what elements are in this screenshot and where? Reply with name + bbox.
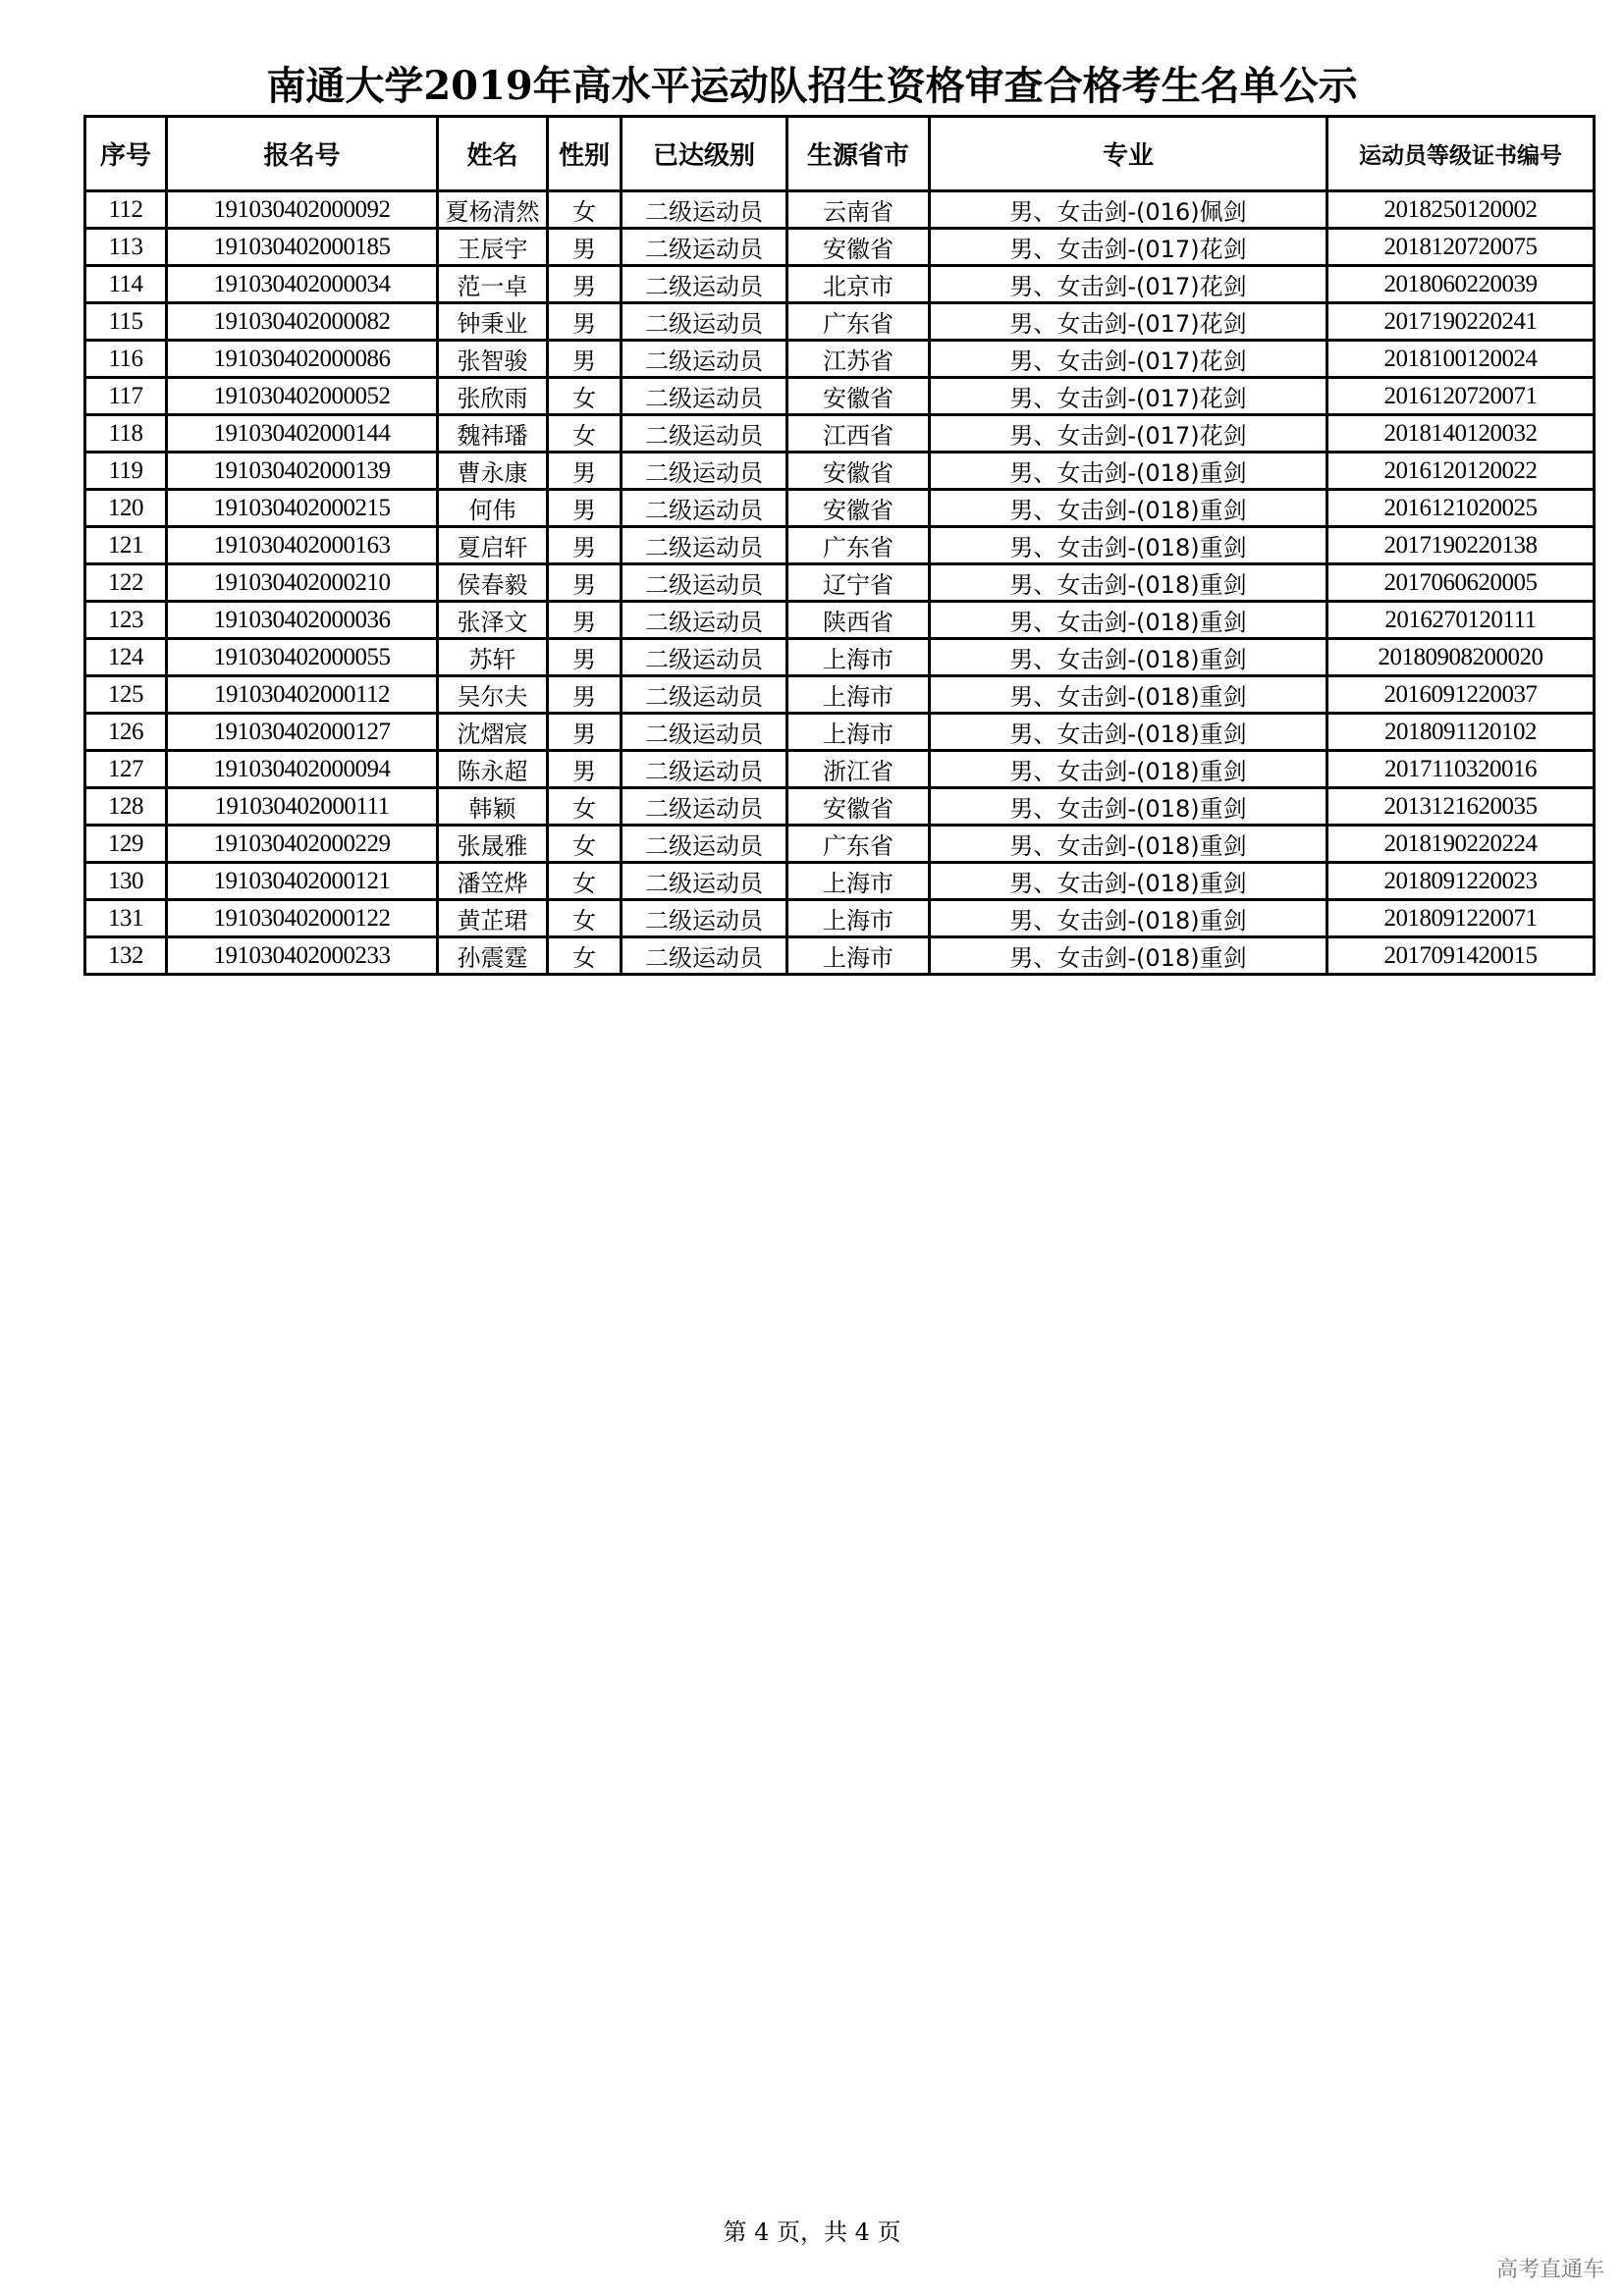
cell-registration-number: 191030402000233 xyxy=(167,937,438,975)
cell-serial-number: 126 xyxy=(85,714,167,751)
cell-name: 王辰宇 xyxy=(438,229,548,266)
table-row xyxy=(85,900,1595,937)
cell-major: 男、女击剑-(018)重剑 xyxy=(930,564,1327,602)
cell-certificate-number: 2017091420015 xyxy=(1327,937,1595,975)
cell-level-achieved: 二级运动员 xyxy=(622,229,787,266)
cell-name: 夏启轩 xyxy=(438,527,548,564)
table-row xyxy=(85,341,1595,378)
cell-major: 男、女击剑-(018)重剑 xyxy=(930,527,1327,564)
cell-registration-number: 191030402000185 xyxy=(167,229,438,266)
table-row xyxy=(85,863,1595,900)
cell-province: 北京市 xyxy=(787,266,930,303)
cell-registration-number: 191030402000036 xyxy=(167,602,438,639)
cell-name: 苏轩 xyxy=(438,639,548,676)
cell-serial-number: 129 xyxy=(85,826,167,863)
cell-serial-number: 125 xyxy=(85,676,167,714)
header-major: 专业 xyxy=(930,117,1327,191)
cell-gender: 男 xyxy=(548,602,622,639)
cell-province: 安徽省 xyxy=(787,453,930,490)
cell-province: 广东省 xyxy=(787,527,930,564)
cell-name: 张欣雨 xyxy=(438,378,548,415)
cell-registration-number: 191030402000210 xyxy=(167,564,438,602)
cell-gender: 男 xyxy=(548,303,622,341)
cell-level-achieved: 二级运动员 xyxy=(622,453,787,490)
cell-serial-number: 114 xyxy=(85,266,167,303)
cell-registration-number: 191030402000163 xyxy=(167,527,438,564)
cell-certificate-number: 2017110320016 xyxy=(1327,751,1595,788)
cell-gender: 女 xyxy=(548,788,622,826)
cell-name: 钟秉业 xyxy=(438,303,548,341)
cell-gender: 男 xyxy=(548,490,622,527)
cell-level-achieved: 二级运动员 xyxy=(622,602,787,639)
cell-name: 韩颖 xyxy=(438,788,548,826)
header-certificate-number: 运动员等级证书编号 xyxy=(1327,117,1595,191)
cell-province: 上海市 xyxy=(787,639,930,676)
cell-level-achieved: 二级运动员 xyxy=(622,341,787,378)
cell-certificate-number: 2018100120024 xyxy=(1327,341,1595,378)
cell-certificate-number: 2018060220039 xyxy=(1327,266,1595,303)
cell-serial-number: 132 xyxy=(85,937,167,975)
cell-province: 广东省 xyxy=(787,303,930,341)
cell-name: 张晟雅 xyxy=(438,826,548,863)
cell-major: 男、女击剑-(017)花剑 xyxy=(930,266,1327,303)
table-row xyxy=(85,714,1595,751)
cell-name: 夏杨清然 xyxy=(438,191,548,229)
cell-major: 男、女击剑-(017)花剑 xyxy=(930,341,1327,378)
cell-level-achieved: 二级运动员 xyxy=(622,378,787,415)
table-row xyxy=(85,490,1595,527)
cell-major: 男、女击剑-(018)重剑 xyxy=(930,826,1327,863)
cell-major: 男、女击剑-(018)重剑 xyxy=(930,490,1327,527)
cell-registration-number: 191030402000086 xyxy=(167,341,438,378)
cell-name: 孙震霆 xyxy=(438,937,548,975)
cell-level-achieved: 二级运动员 xyxy=(622,676,787,714)
cell-serial-number: 131 xyxy=(85,900,167,937)
cell-name: 何伟 xyxy=(438,490,548,527)
table-row xyxy=(85,826,1595,863)
cell-certificate-number: 2018091120102 xyxy=(1327,714,1595,751)
cell-registration-number: 191030402000122 xyxy=(167,900,438,937)
cell-level-achieved: 二级运动员 xyxy=(622,564,787,602)
table-row xyxy=(85,639,1595,676)
cell-province: 上海市 xyxy=(787,900,930,937)
cell-major: 男、女击剑-(018)重剑 xyxy=(930,937,1327,975)
table-row xyxy=(85,229,1595,266)
cell-certificate-number: 2018120720075 xyxy=(1327,229,1595,266)
table-row xyxy=(85,266,1595,303)
cell-serial-number: 121 xyxy=(85,527,167,564)
cell-gender: 女 xyxy=(548,826,622,863)
cell-level-achieved: 二级运动员 xyxy=(622,714,787,751)
cell-major: 男、女击剑-(018)重剑 xyxy=(930,900,1327,937)
cell-province: 广东省 xyxy=(787,826,930,863)
cell-province: 安徽省 xyxy=(787,788,930,826)
cell-level-achieved: 二级运动员 xyxy=(622,191,787,229)
cell-gender: 男 xyxy=(548,266,622,303)
cell-name: 曹永康 xyxy=(438,453,548,490)
cell-gender: 男 xyxy=(548,714,622,751)
cell-registration-number: 191030402000055 xyxy=(167,639,438,676)
cell-level-achieved: 二级运动员 xyxy=(622,900,787,937)
table-row xyxy=(85,453,1595,490)
cell-level-achieved: 二级运动员 xyxy=(622,751,787,788)
cell-serial-number: 118 xyxy=(85,415,167,453)
cell-gender: 男 xyxy=(548,229,622,266)
cell-certificate-number: 2018190220224 xyxy=(1327,826,1595,863)
cell-name: 沈熠宸 xyxy=(438,714,548,751)
cell-serial-number: 112 xyxy=(85,191,167,229)
cell-certificate-number: 2017190220138 xyxy=(1327,527,1595,564)
cell-name: 范一卓 xyxy=(438,266,548,303)
table-row xyxy=(85,676,1595,714)
cell-registration-number: 191030402000034 xyxy=(167,266,438,303)
header-serial-number: 序号 xyxy=(85,117,167,191)
cell-registration-number: 191030402000112 xyxy=(167,676,438,714)
header-name: 姓名 xyxy=(438,117,548,191)
table-row xyxy=(85,602,1595,639)
cell-serial-number: 124 xyxy=(85,639,167,676)
cell-certificate-number: 2016120720071 xyxy=(1327,378,1595,415)
cell-gender: 男 xyxy=(548,564,622,602)
cell-level-achieved: 二级运动员 xyxy=(622,527,787,564)
cell-registration-number: 191030402000229 xyxy=(167,826,438,863)
cell-registration-number: 191030402000082 xyxy=(167,303,438,341)
cell-level-achieved: 二级运动员 xyxy=(622,639,787,676)
cell-certificate-number: 2018250120002 xyxy=(1327,191,1595,229)
cell-major: 男、女击剑-(018)重剑 xyxy=(930,602,1327,639)
cell-province: 上海市 xyxy=(787,714,930,751)
cell-province: 云南省 xyxy=(787,191,930,229)
cell-certificate-number: 20180908200020 xyxy=(1327,639,1595,676)
cell-name: 吴尔夫 xyxy=(438,676,548,714)
cell-level-achieved: 二级运动员 xyxy=(622,303,787,341)
header-registration-number: 报名号 xyxy=(167,117,438,191)
cell-province: 陕西省 xyxy=(787,602,930,639)
table-row xyxy=(85,191,1595,229)
cell-certificate-number: 2017190220241 xyxy=(1327,303,1595,341)
cell-gender: 男 xyxy=(548,676,622,714)
cell-gender: 女 xyxy=(548,937,622,975)
cell-certificate-number: 2017060620005 xyxy=(1327,564,1595,602)
cell-certificate-number: 2013121620035 xyxy=(1327,788,1595,826)
table-row xyxy=(85,788,1595,826)
cell-gender: 女 xyxy=(548,378,622,415)
cell-name: 黄芷珺 xyxy=(438,900,548,937)
cell-gender: 男 xyxy=(548,639,622,676)
cell-province: 安徽省 xyxy=(787,229,930,266)
cell-name: 陈永超 xyxy=(438,751,548,788)
cell-province: 安徽省 xyxy=(787,378,930,415)
cell-serial-number: 119 xyxy=(85,453,167,490)
cell-gender: 男 xyxy=(548,453,622,490)
cell-major: 男、女击剑-(018)重剑 xyxy=(930,676,1327,714)
cell-gender: 女 xyxy=(548,900,622,937)
cell-gender: 女 xyxy=(548,415,622,453)
cell-name: 潘笠烨 xyxy=(438,863,548,900)
cell-name: 魏祎璠 xyxy=(438,415,548,453)
cell-province: 江苏省 xyxy=(787,341,930,378)
cell-major: 男、女击剑-(016)佩剑 xyxy=(930,191,1327,229)
cell-name: 张智骏 xyxy=(438,341,548,378)
cell-certificate-number: 2016270120111 xyxy=(1327,602,1595,639)
cell-province: 上海市 xyxy=(787,937,930,975)
cell-major: 男、女击剑-(018)重剑 xyxy=(930,863,1327,900)
cell-name: 张泽文 xyxy=(438,602,548,639)
cell-level-achieved: 二级运动员 xyxy=(622,266,787,303)
header-level-achieved: 已达级别 xyxy=(622,117,787,191)
table-row xyxy=(85,937,1595,975)
table-body xyxy=(85,191,1595,975)
cell-major: 男、女击剑-(018)重剑 xyxy=(930,453,1327,490)
cell-province: 江西省 xyxy=(787,415,930,453)
cell-registration-number: 191030402000052 xyxy=(167,378,438,415)
table-row xyxy=(85,527,1595,564)
cell-certificate-number: 2016120120022 xyxy=(1327,453,1595,490)
watermark: 高考直通车 xyxy=(1495,2258,1604,2282)
cell-major: 男、女击剑-(017)花剑 xyxy=(930,303,1327,341)
cell-major: 男、女击剑-(018)重剑 xyxy=(930,788,1327,826)
cell-serial-number: 127 xyxy=(85,751,167,788)
cell-registration-number: 191030402000111 xyxy=(167,788,438,826)
cell-level-achieved: 二级运动员 xyxy=(622,788,787,826)
cell-registration-number: 191030402000094 xyxy=(167,751,438,788)
cell-major: 男、女击剑-(018)重剑 xyxy=(930,639,1327,676)
cell-registration-number: 191030402000215 xyxy=(167,490,438,527)
cell-serial-number: 128 xyxy=(85,788,167,826)
cell-serial-number: 117 xyxy=(85,378,167,415)
cell-gender: 男 xyxy=(548,751,622,788)
cell-province: 上海市 xyxy=(787,676,930,714)
cell-serial-number: 115 xyxy=(85,303,167,341)
cell-level-achieved: 二级运动员 xyxy=(622,937,787,975)
cell-gender: 女 xyxy=(548,191,622,229)
cell-gender: 男 xyxy=(548,341,622,378)
header-gender: 性别 xyxy=(548,117,622,191)
cell-level-achieved: 二级运动员 xyxy=(622,826,787,863)
cell-certificate-number: 2018091220023 xyxy=(1327,863,1595,900)
cell-registration-number: 191030402000144 xyxy=(167,415,438,453)
cell-major: 男、女击剑-(018)重剑 xyxy=(930,714,1327,751)
cell-serial-number: 122 xyxy=(85,564,167,602)
cell-gender: 女 xyxy=(548,863,622,900)
cell-certificate-number: 2016091220037 xyxy=(1327,676,1595,714)
cell-serial-number: 130 xyxy=(85,863,167,900)
cell-level-achieved: 二级运动员 xyxy=(622,490,787,527)
table-header-row xyxy=(85,117,1595,191)
cell-serial-number: 113 xyxy=(85,229,167,266)
cell-level-achieved: 二级运动员 xyxy=(622,863,787,900)
document-title: 南通大学2019年高水平运动队招生资格审查合格考生名单公示 xyxy=(266,63,1358,109)
cell-serial-number: 116 xyxy=(85,341,167,378)
cell-province: 辽宁省 xyxy=(787,564,930,602)
cell-registration-number: 191030402000139 xyxy=(167,453,438,490)
cell-major: 男、女击剑-(018)重剑 xyxy=(930,751,1327,788)
cell-registration-number: 191030402000121 xyxy=(167,863,438,900)
cell-serial-number: 120 xyxy=(85,490,167,527)
cell-gender: 男 xyxy=(548,527,622,564)
table-row xyxy=(85,303,1595,341)
cell-major: 男、女击剑-(017)花剑 xyxy=(930,378,1327,415)
cell-registration-number: 191030402000092 xyxy=(167,191,438,229)
cell-province: 上海市 xyxy=(787,863,930,900)
cell-certificate-number: 2018140120032 xyxy=(1327,415,1595,453)
page-footer: 第 4 页，共 4 页 xyxy=(723,2218,901,2246)
cell-registration-number: 191030402000127 xyxy=(167,714,438,751)
table-row xyxy=(85,378,1595,415)
cell-major: 男、女击剑-(017)花剑 xyxy=(930,229,1327,266)
header-province: 生源省市 xyxy=(787,117,930,191)
cell-level-achieved: 二级运动员 xyxy=(622,415,787,453)
cell-certificate-number: 2018091220071 xyxy=(1327,900,1595,937)
cell-certificate-number: 2016121020025 xyxy=(1327,490,1595,527)
cell-serial-number: 123 xyxy=(85,602,167,639)
table-row xyxy=(85,751,1595,788)
table-row xyxy=(85,415,1595,453)
table-row xyxy=(85,564,1595,602)
cell-name: 侯春毅 xyxy=(438,564,548,602)
cell-province: 安徽省 xyxy=(787,490,930,527)
qualified-candidates-table xyxy=(83,115,1596,976)
cell-province: 浙江省 xyxy=(787,751,930,788)
cell-major: 男、女击剑-(017)花剑 xyxy=(930,415,1327,453)
